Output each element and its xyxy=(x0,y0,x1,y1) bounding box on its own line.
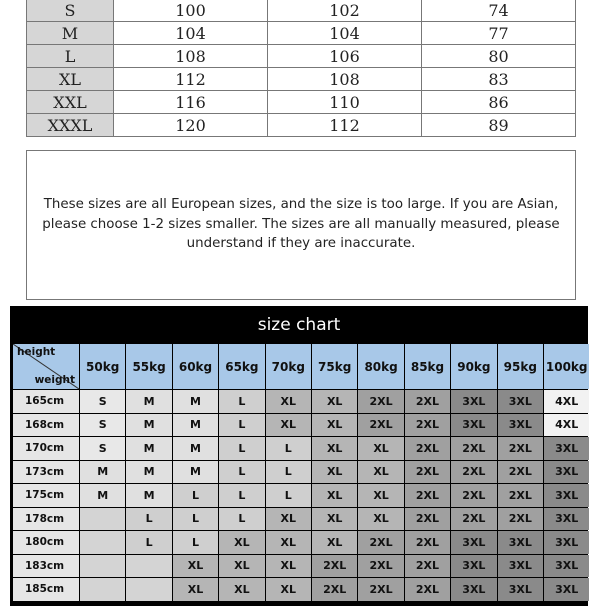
corner-height-weight xyxy=(13,344,79,389)
size-cell: M xyxy=(173,390,218,413)
measurement-value: 112 xyxy=(114,68,268,91)
size-cell: 2XL xyxy=(358,414,403,437)
size-cell: XL xyxy=(358,484,403,507)
size-cell: 3XL xyxy=(544,437,589,460)
size-cell: XL xyxy=(219,555,264,578)
size-cell: 3XL xyxy=(498,390,543,413)
size-cell: 2XL xyxy=(498,437,543,460)
size-label: XXXL xyxy=(27,114,114,137)
size-cell: 3XL xyxy=(544,531,589,554)
size-cell: 2XL xyxy=(451,508,496,531)
size-cell: XL xyxy=(173,555,218,578)
size-cell: 3XL xyxy=(451,531,496,554)
size-cell: M xyxy=(126,461,171,484)
size-row xyxy=(27,91,576,114)
size-cell: L xyxy=(173,484,218,507)
size-cell: 2XL xyxy=(358,578,403,601)
size-cell: XL xyxy=(219,531,264,554)
size-cell: L xyxy=(219,484,264,507)
measurement-value: 106 xyxy=(268,45,422,68)
size-cell: XL xyxy=(358,508,403,531)
height-header: 173cm xyxy=(13,461,79,484)
size-cell: 2XL xyxy=(405,578,450,601)
size-cell: XL xyxy=(312,390,357,413)
weight-header: 80kg xyxy=(358,344,403,389)
size-cell: M xyxy=(80,484,125,507)
size-cell: 2XL xyxy=(451,437,496,460)
size-cell: L xyxy=(219,414,264,437)
size-cell: L xyxy=(126,508,171,531)
size-label: L xyxy=(27,45,114,68)
weight-header: 55kg xyxy=(126,344,171,389)
size-label: S xyxy=(27,0,114,22)
measurement-value: 116 xyxy=(114,91,268,114)
size-cell: 3XL xyxy=(451,414,496,437)
weight-header: 100kg xyxy=(544,344,589,389)
size-row xyxy=(27,68,576,91)
measurement-value: 120 xyxy=(114,114,268,137)
size-cell: XL xyxy=(266,578,311,601)
size-cell xyxy=(126,578,171,601)
size-cell: XL xyxy=(266,414,311,437)
size-note: These sizes are all European sizes, and the size is too large. If you are Asian, please choose 1-2 sizes smaller. The sizes are all manually measured, please understand if they are inaccurate. xyxy=(42,197,560,251)
size-cell: 2XL xyxy=(405,461,450,484)
size-row xyxy=(27,0,576,22)
height-header: 175cm xyxy=(13,484,79,507)
size-cell: XL xyxy=(266,555,311,578)
size-cell: S xyxy=(80,437,125,460)
size-label: XL xyxy=(27,68,114,91)
size-cell: L xyxy=(266,437,311,460)
height-header: 170cm xyxy=(13,437,79,460)
size-cell: 2XL xyxy=(405,555,450,578)
weight-header: 85kg xyxy=(405,344,450,389)
size-cell: 2XL xyxy=(451,484,496,507)
size-cell: 2XL xyxy=(498,461,543,484)
size-cell: L xyxy=(219,437,264,460)
size-cell: M xyxy=(126,484,171,507)
size-cell: M xyxy=(126,414,171,437)
size-cell: M xyxy=(80,461,125,484)
size-cell: XL xyxy=(219,578,264,601)
size-cell: XL xyxy=(312,461,357,484)
measurement-value: 74 xyxy=(422,0,576,22)
size-cell xyxy=(80,508,125,531)
size-cell: XL xyxy=(266,508,311,531)
size-cell xyxy=(80,578,125,601)
size-cell xyxy=(80,531,125,554)
size-cell: 2XL xyxy=(405,484,450,507)
measurement-value: 100 xyxy=(114,0,268,22)
note-box xyxy=(26,150,576,300)
weight-header: 50kg xyxy=(80,344,125,389)
size-cell: 3XL xyxy=(544,578,589,601)
size-label: M xyxy=(27,22,114,45)
size-cell: 3XL xyxy=(544,508,589,531)
size-cell: S xyxy=(80,414,125,437)
size-cell: 4XL xyxy=(544,414,589,437)
weight-header: 75kg xyxy=(312,344,357,389)
measurement-value: 80 xyxy=(422,45,576,68)
size-cell: 2XL xyxy=(312,555,357,578)
size-cell: 2XL xyxy=(498,484,543,507)
size-cell: 3XL xyxy=(498,531,543,554)
size-cell: L xyxy=(266,484,311,507)
height-header: 185cm xyxy=(13,578,79,601)
height-header: 178cm xyxy=(13,508,79,531)
size-cell: M xyxy=(126,390,171,413)
size-cell: S xyxy=(80,390,125,413)
size-cell: M xyxy=(126,437,171,460)
size-cell: L xyxy=(173,531,218,554)
size-cell: 3XL xyxy=(544,484,589,507)
size-cell: XL xyxy=(358,461,403,484)
size-cell xyxy=(126,555,171,578)
size-label: XXL xyxy=(27,91,114,114)
measurement-value: 108 xyxy=(268,68,422,91)
weight-header: 70kg xyxy=(266,344,311,389)
size-cell: 2XL xyxy=(358,531,403,554)
size-cell: XL xyxy=(312,484,357,507)
corner-weight-label: weight xyxy=(34,374,75,386)
size-cell: 3XL xyxy=(451,555,496,578)
size-cell: 2XL xyxy=(358,390,403,413)
corner-height-label: height xyxy=(17,346,56,358)
size-cell: 2XL xyxy=(358,555,403,578)
size-cell: XL xyxy=(266,390,311,413)
size-cell: 3XL xyxy=(498,414,543,437)
measurement-value: 110 xyxy=(268,91,422,114)
measurement-value: 77 xyxy=(422,22,576,45)
size-cell: XL xyxy=(173,578,218,601)
size-row xyxy=(27,45,576,68)
measurement-value: 104 xyxy=(268,22,422,45)
size-cell: XL xyxy=(312,414,357,437)
size-cell: M xyxy=(173,414,218,437)
height-header: 180cm xyxy=(13,531,79,554)
weight-header: 95kg xyxy=(498,344,543,389)
size-cell: 4XL xyxy=(544,390,589,413)
size-cell xyxy=(80,555,125,578)
size-cell: 3XL xyxy=(451,578,496,601)
weight-header: 65kg xyxy=(219,344,264,389)
size-cell: 3XL xyxy=(498,578,543,601)
measurement-value: 104 xyxy=(114,22,268,45)
size-cell: 2XL xyxy=(405,390,450,413)
size-cell: 3XL xyxy=(544,461,589,484)
size-cell: L xyxy=(219,390,264,413)
size-cell: XL xyxy=(312,508,357,531)
weight-header: 60kg xyxy=(173,344,218,389)
size-cell: XL xyxy=(358,437,403,460)
measurement-value: 112 xyxy=(268,114,422,137)
size-cell: M xyxy=(173,437,218,460)
measurement-value: 108 xyxy=(114,45,268,68)
size-cell: L xyxy=(173,508,218,531)
size-cell: XL xyxy=(312,437,357,460)
size-cell: 2XL xyxy=(405,437,450,460)
size-cell: 3XL xyxy=(544,555,589,578)
size-cell: 2XL xyxy=(405,508,450,531)
measurement-value: 89 xyxy=(422,114,576,137)
size-cell: XL xyxy=(312,531,357,554)
measurement-value: 86 xyxy=(422,91,576,114)
measurement-value: 83 xyxy=(422,68,576,91)
size-cell: 2XL xyxy=(405,531,450,554)
weight-header: 90kg xyxy=(451,344,496,389)
height-header: 168cm xyxy=(13,414,79,437)
size-cell: 3XL xyxy=(451,390,496,413)
size-row xyxy=(27,22,576,45)
size-cell: 2XL xyxy=(405,414,450,437)
size-cell: L xyxy=(219,461,264,484)
size-chart-title: size chart xyxy=(257,315,341,335)
size-cell: L xyxy=(266,461,311,484)
size-cell: XL xyxy=(266,531,311,554)
size-cell: 3XL xyxy=(498,555,543,578)
size-cell: L xyxy=(219,508,264,531)
size-row xyxy=(27,114,576,137)
size-cell: 2XL xyxy=(451,461,496,484)
size-cell: L xyxy=(126,531,171,554)
measurement-value: 102 xyxy=(268,0,422,22)
height-header: 183cm xyxy=(13,555,79,578)
size-cell: 2XL xyxy=(312,578,357,601)
size-cell: M xyxy=(173,461,218,484)
height-header: 165cm xyxy=(13,390,79,413)
size-chart xyxy=(10,306,588,606)
size-measurement-table xyxy=(26,0,576,137)
size-cell: 2XL xyxy=(498,508,543,531)
